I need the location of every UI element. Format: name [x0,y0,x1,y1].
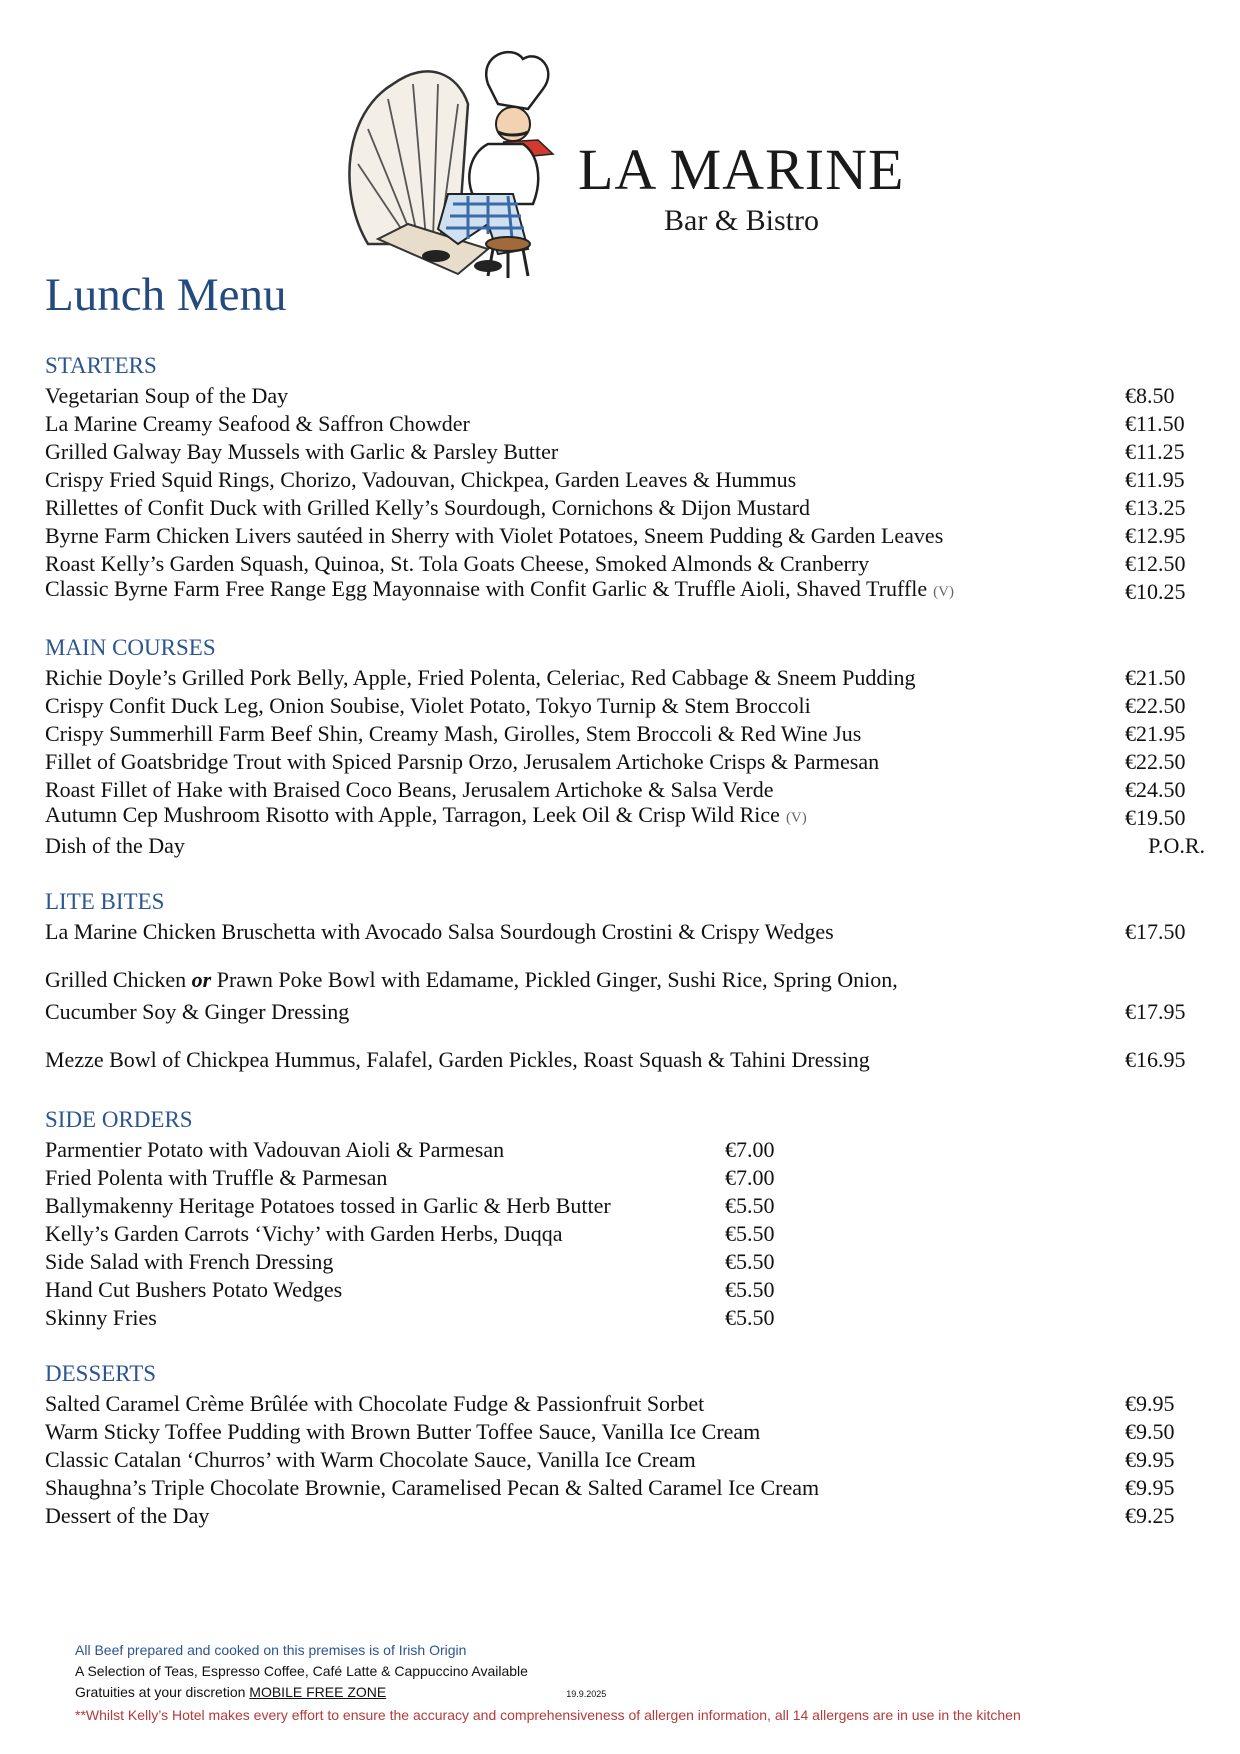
item-price: €9.50 [1125,1419,1175,1444]
item-price: €19.50 [1125,805,1186,830]
menu-item [45,522,1205,550]
menu-item [45,720,1205,748]
drinks-note: A Selection of Teas, Espresso Coffee, Café Latte & Cappuccino Available [75,1663,528,1679]
item-name: Rillettes of Confit Duck with Grilled Kelly’s Sourdough, Cornichons & Dijon Mustard [45,495,811,520]
item-name: Vegetarian Soup of the Day [45,383,289,408]
menu-body [45,350,1205,1530]
menu-item [45,1136,1205,1164]
item-price: €11.95 [1125,467,1185,492]
menu-item [45,832,1205,860]
item-name: Crispy Confit Duck Leg, Onion Soubise, Violet Potato, Tokyo Turnip & Stem Broccoli [45,693,811,718]
item-name: Dessert of the Day [45,1503,210,1528]
item-name: La Marine Creamy Seafood & Saffron Chowder [45,411,470,436]
item-name-line2: Cucumber Soy & Ginger Dressing [45,999,350,1024]
gratuities-line [75,1682,1175,1705]
menu-item [45,804,1205,832]
item-price: €17.95 [1125,999,1186,1024]
chef-scallop-illustration [338,44,568,279]
menu-item [45,1390,1205,1418]
beef-origin-note: All Beef prepared and cooked on this premises is of Irish Origin [75,1642,467,1658]
item-price: €7.00 [725,1137,775,1162]
menu-item [45,382,1205,410]
item-price: €11.50 [1125,411,1185,436]
vegetarian-tag: (V) [933,584,954,600]
item-name-or: or [191,967,212,992]
item-name: Dish of the Day [45,833,185,858]
item-name-part: Prawn Poke Bowl with Edamame, Pickled Ginger, Sushi Rice, Spring Onion, [211,967,898,992]
menu-item [45,1220,1205,1248]
gratuities-note: Gratuities at your discretion [75,1684,250,1700]
item-name: Shaughna’s Triple Chocolate Brownie, Caramelised Pecan & Salted Caramel Ice Cream [45,1475,820,1500]
item-price: €11.25 [1125,439,1185,464]
menu-item [45,1164,1205,1192]
menu-item [45,1474,1205,1502]
item-name: Fillet of Goatsbridge Trout with Spiced Parsnip Orzo, Jerusalem Artichoke Crisps & Parmesan [45,749,880,774]
item-name: Autumn Cep Mushroom Risotto with Apple, Tarragon, Leek Oil & Crisp Wild Rice [45,802,780,827]
item-price: €22.50 [1125,693,1186,718]
menu-item [45,776,1205,804]
item-name-part: Grilled Chicken [45,967,192,992]
menu-item [45,1192,1205,1220]
item-price: €10.25 [1125,579,1186,604]
mobile-free-zone: MOBILE FREE ZONE [249,1684,387,1700]
menu-item [45,1046,1205,1074]
allergen-note: **Whilst Kelly’s Hotel makes every effort to ensure the accuracy and comprehensiveness of allergen information, all 14 allergens are in use in the kitchen [75,1707,1021,1723]
item-price: €7.00 [725,1165,775,1190]
item-name: Ballymakenny Heritage Potatoes tossed in Garlic & Herb Butter [45,1193,611,1218]
item-price: €12.95 [1125,523,1186,548]
item-price: P.O.R. [1148,833,1205,858]
item-price: €21.50 [1125,665,1186,690]
item-price: €5.50 [725,1193,775,1218]
brand-name: LA MARINE [578,137,905,202]
item-name: Classic Catalan ‘Churros’ with Warm Chocolate Sauce, Vanilla Ice Cream [45,1447,696,1472]
item-price: €5.50 [725,1305,775,1330]
logo [338,44,938,279]
item-price: €21.95 [1125,721,1186,746]
menu-item [45,748,1205,776]
sides-heading: SIDE ORDERS [45,1107,193,1132]
item-name: Roast Kelly’s Garden Squash, Quinoa, St. Tola Goats Cheese, Smoked Almonds & Cranberry [45,551,870,576]
item-name: Kelly’s Garden Carrots ‘Vichy’ with Garden Herbs, Duqqa [45,1221,563,1246]
menu-item [45,1418,1205,1446]
lite-heading: LITE BITES [45,889,165,914]
item-name: Warm Sticky Toffee Pudding with Brown Butter Toffee Sauce, Vanilla Ice Cream [45,1419,761,1444]
item-name: Byrne Farm Chicken Livers sautéed in Sherry with Violet Potatoes, Sneem Pudding & Garden Leaves [45,523,944,548]
footer [75,1640,1175,1726]
starters-heading: STARTERS [45,353,157,378]
item-price: €9.95 [1125,1391,1175,1416]
menu-item [45,578,1205,606]
vegetarian-tag: (V) [785,810,807,826]
item-name: Crispy Fried Squid Rings, Chorizo, Vadouvan, Chickpea, Garden Leaves & Hummus [45,467,797,492]
item-name: Hand Cut Bushers Potato Wedges [45,1277,343,1302]
item-name: La Marine Chicken Bruschetta with Avocado Salsa Sourdough Crostini & Crispy Wedges [45,919,834,944]
menu-date: 19.9.2025 [566,1689,607,1699]
item-price: €13.25 [1125,495,1186,520]
menu-item [45,918,1205,946]
item-name: Skinny Fries [45,1305,157,1330]
menu-item [45,1304,1205,1332]
item-name: Salted Caramel Crème Brûlée with Chocolate Fudge & Passionfruit Sorbet [45,1391,705,1416]
item-price: €16.95 [1125,1047,1186,1072]
menu-item [45,550,1205,578]
page-title: Lunch Menu [45,269,287,321]
item-name: Mezze Bowl of Chickpea Hummus, Falafel, Garden Pickles, Roast Squash & Tahini Dressing [45,1047,870,1072]
menu-item [45,438,1205,466]
item-price: €5.50 [725,1277,775,1302]
item-name: Roast Fillet of Hake with Braised Coco Beans, Jerusalem Artichoke & Salsa Verde [45,777,774,802]
menu-item [45,410,1205,438]
item-price: €17.50 [1125,919,1186,944]
item-name: Classic Byrne Farm Free Range Egg Mayonnaise with Confit Garlic & Truffle Aioli, Shaved Truffle [45,576,928,601]
item-name: Crispy Summerhill Farm Beef Shin, Creamy Mash, Girolles, Stem Broccoli & Red Wine Jus [45,721,862,746]
item-price: €9.95 [1125,1475,1175,1500]
menu-item [45,1276,1205,1304]
menu-item [45,692,1205,720]
brand-subtitle: Bar & Bistro [664,204,819,237]
menu-item [45,466,1205,494]
item-price: €24.50 [1125,777,1186,802]
menu-item [45,1446,1205,1474]
item-name: Richie Doyle’s Grilled Pork Belly, Apple, Fried Polenta, Celeriac, Red Cabbage & Sneem Pudding [45,665,916,690]
item-name: Grilled Galway Bay Mussels with Garlic & Parsley Butter [45,439,559,464]
menu-item [45,1502,1205,1530]
item-price: €12.50 [1125,551,1186,576]
item-price: €9.95 [1125,1447,1175,1472]
menu-item [45,494,1205,522]
item-price: €22.50 [1125,749,1186,774]
mains-heading: MAIN COURSES [45,635,216,660]
item-price: €8.50 [1125,383,1175,408]
item-name: Side Salad with French Dressing [45,1249,334,1274]
menu-item [45,664,1205,692]
item-name: Fried Polenta with Truffle & Parmesan [45,1165,388,1190]
item-name: Parmentier Potato with Vadouvan Aioli & Parmesan [45,1137,505,1162]
menu-item [45,964,1205,1028]
item-price: €5.50 [725,1221,775,1246]
item-price: €5.50 [725,1249,775,1274]
menu-item [45,1248,1205,1276]
item-price: €9.25 [1125,1503,1175,1528]
desserts-heading: DESSERTS [45,1361,157,1386]
